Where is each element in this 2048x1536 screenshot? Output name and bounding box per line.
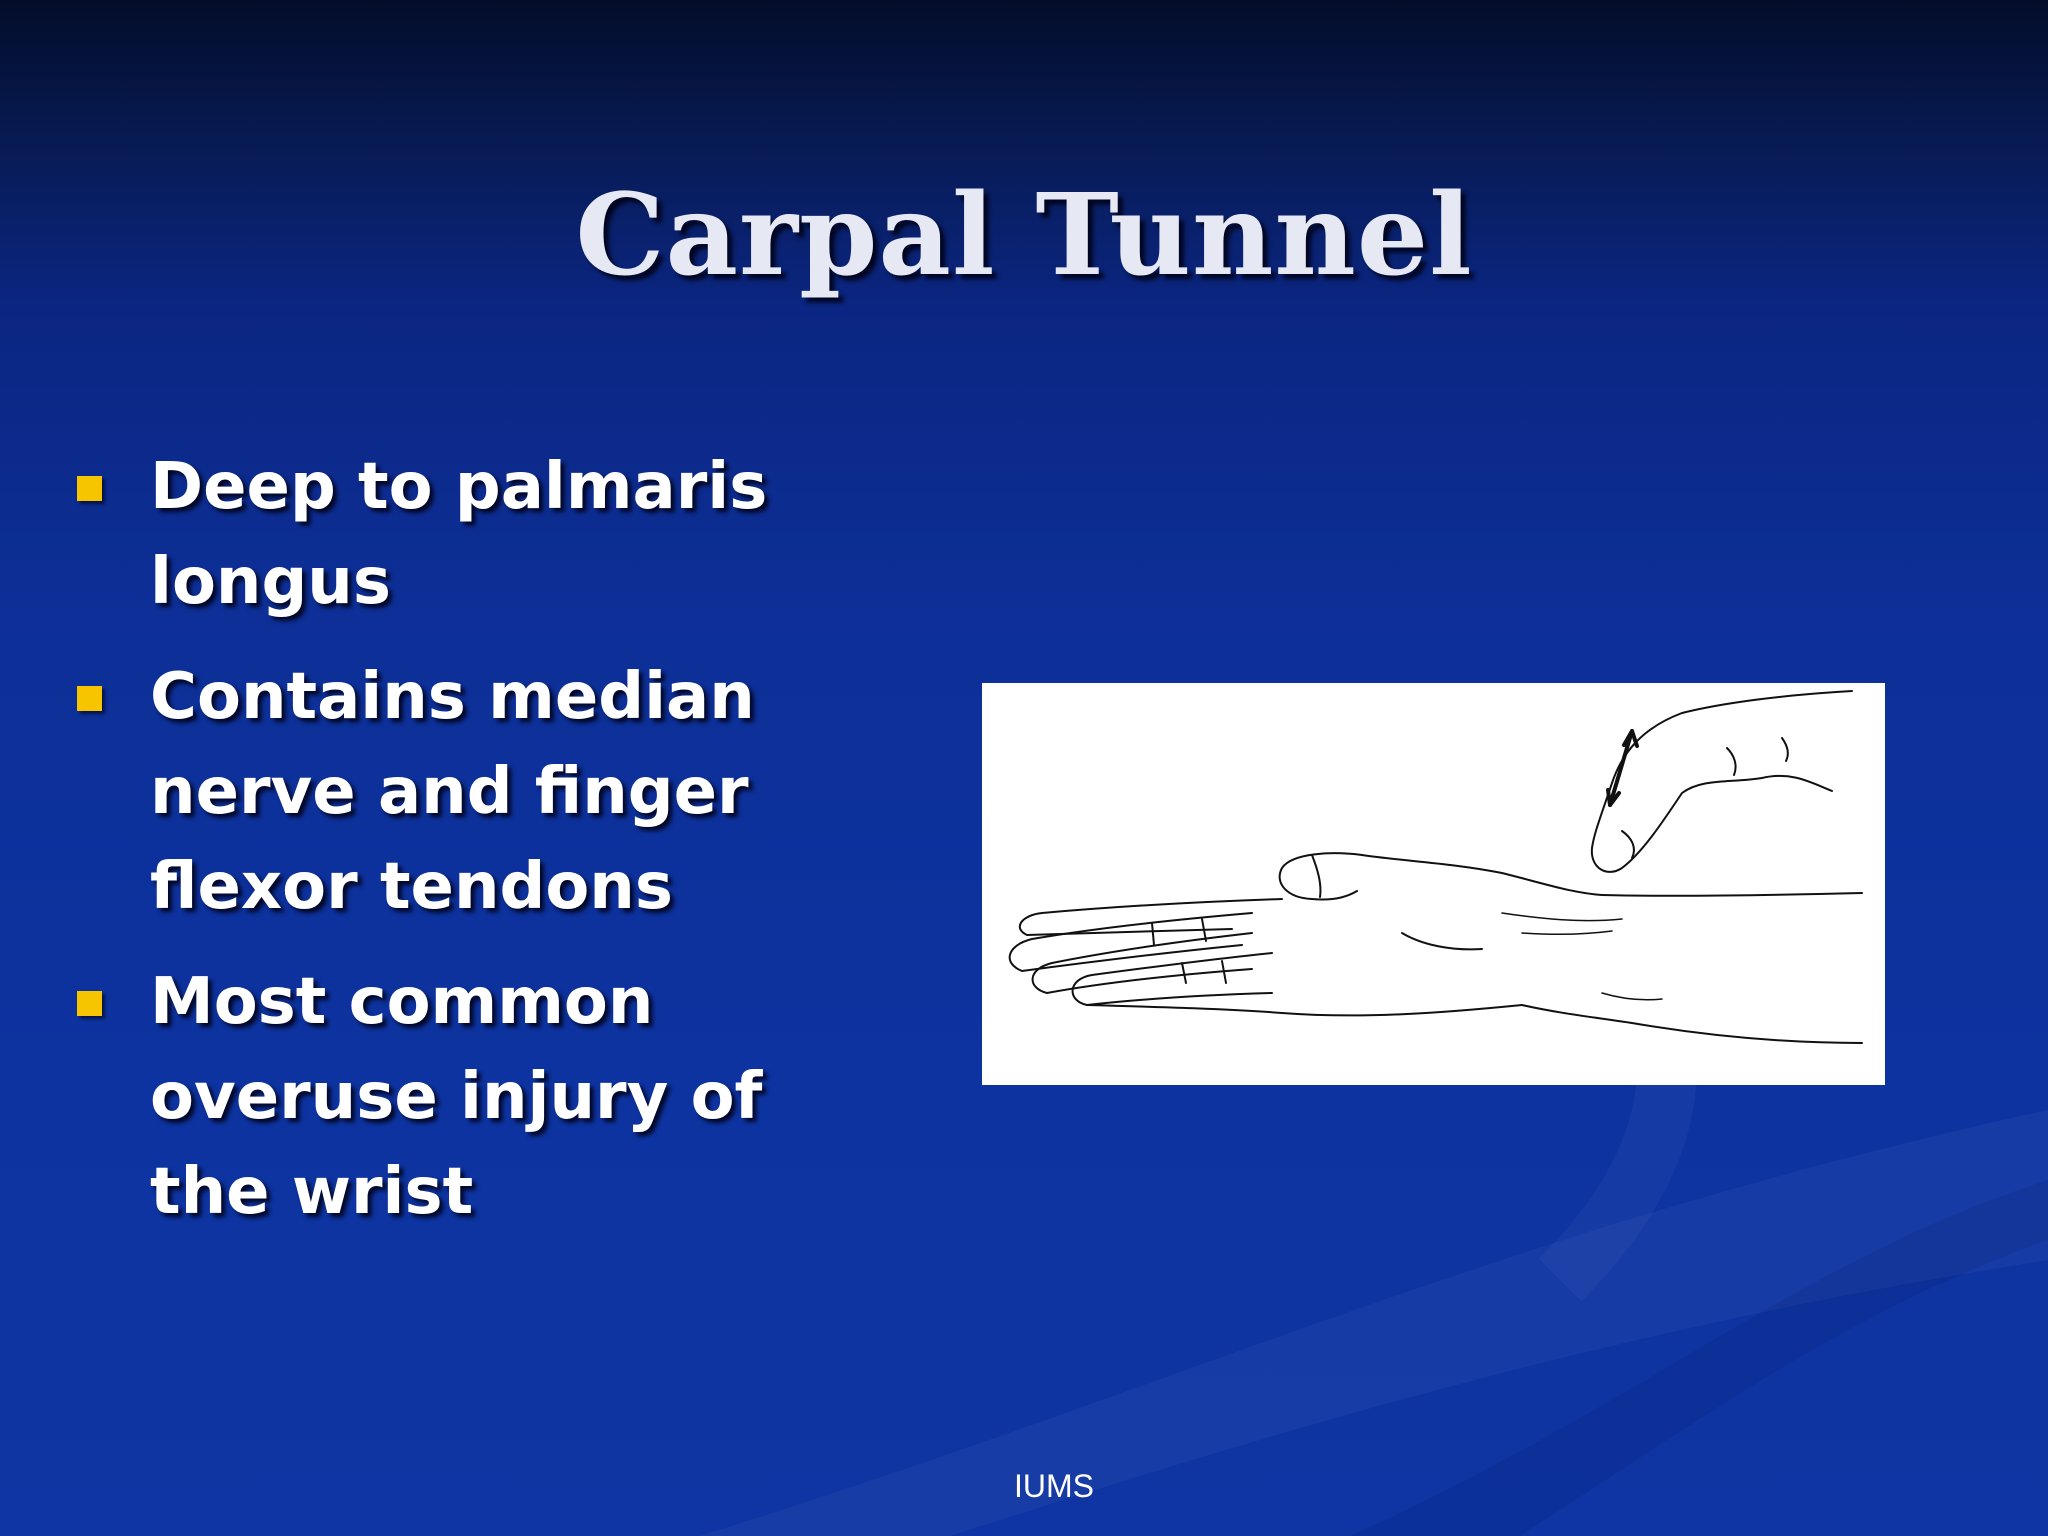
- bullet-item: [70, 650, 870, 935]
- square-bullet-icon: [77, 686, 102, 711]
- bullet-text: Most common overuse injury of the wrist: [150, 965, 763, 1229]
- bullet-list: [70, 440, 870, 1260]
- slide-title: Carpal Tunnel: [575, 170, 1473, 301]
- footer-label: IUMS: [1014, 1468, 1094, 1504]
- bullet-item: [70, 955, 870, 1240]
- bullet-text: Contains median nerve and finger flexor tendons: [150, 660, 755, 924]
- bullet-text: Deep to palmaris longus: [150, 450, 768, 619]
- square-bullet-icon: [77, 476, 102, 501]
- hand-palpation-illustration: [982, 683, 1885, 1085]
- square-bullet-icon: [77, 991, 102, 1016]
- bullet-item: [70, 440, 870, 630]
